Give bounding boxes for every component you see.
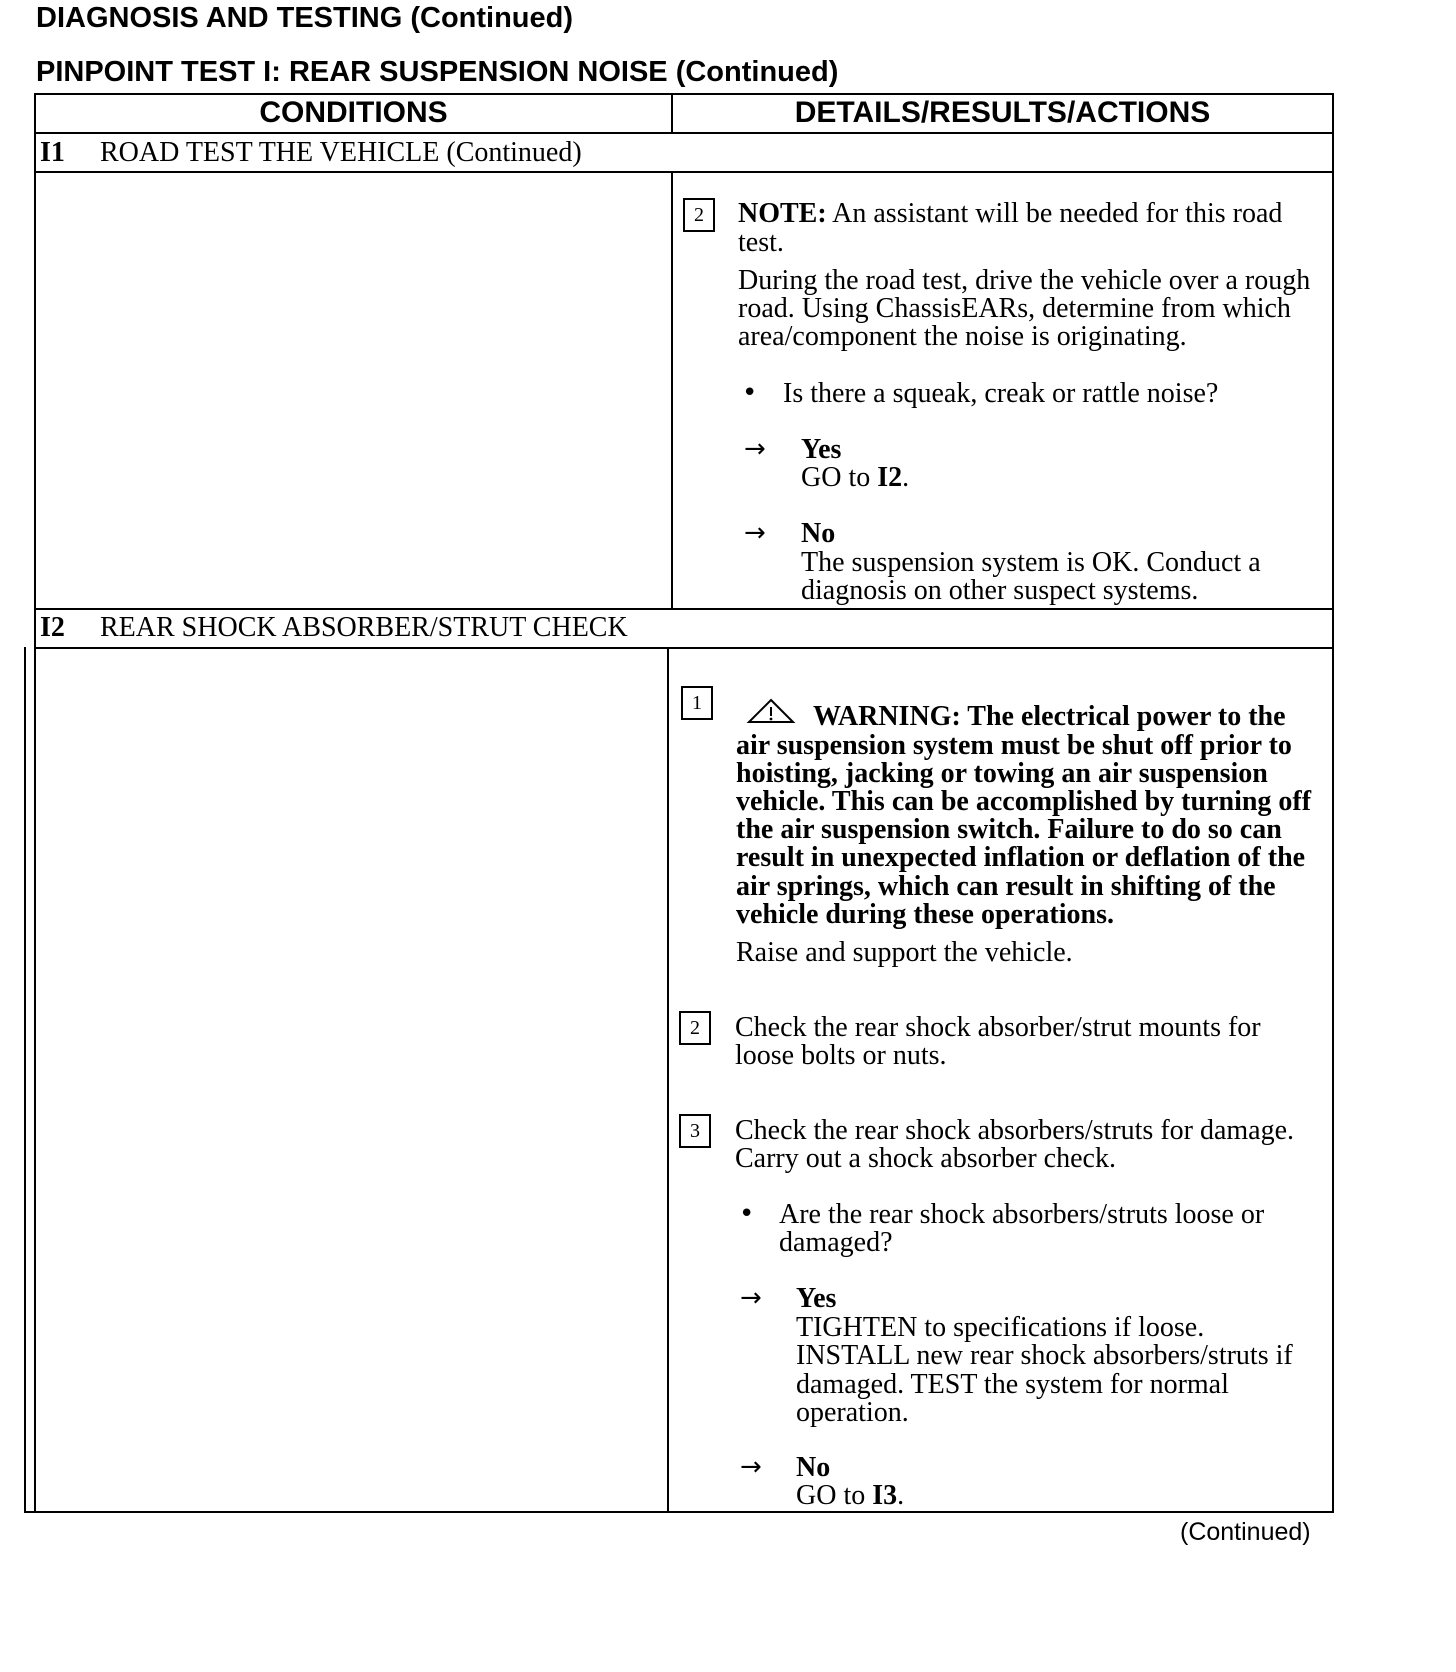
question-text: Is there a squeak, creak or rattle noise? — [783, 378, 1219, 409]
no-label: No — [801, 518, 836, 549]
warning-line: WARNING: The electrical power to the — [813, 701, 1286, 732]
step-text-line: loose bolts or nuts. — [735, 1040, 947, 1071]
warning-line: air suspension system must be shut off prior to — [736, 730, 1292, 761]
step-number-box: 1 — [681, 686, 713, 720]
yes-action-line: TIGHTEN to specifications if loose. — [796, 1312, 1205, 1343]
column-header-conditions: CONDITIONS — [259, 96, 448, 129]
warning-line: air springs, which can result in shifting of the — [736, 871, 1276, 902]
step-number-box: 2 — [679, 1011, 711, 1045]
arrow-right-icon: → — [744, 434, 766, 464]
arrow-right-icon: → — [740, 1283, 762, 1313]
bullet-icon: • — [739, 1199, 755, 1229]
page-title: DIAGNOSIS AND TESTING (Continued) — [36, 2, 574, 34]
yes-action-end: . — [902, 462, 910, 493]
arrow-right-icon: → — [740, 1452, 762, 1482]
warning-line: vehicle during these operations. — [736, 899, 1114, 930]
step-paragraph-line: During the road test, drive the vehicle over a rough — [738, 265, 1311, 296]
yes-action-ref: I2 — [877, 462, 903, 493]
section-id: I1 — [40, 137, 65, 168]
step-number-box: 2 — [683, 198, 715, 232]
warning-triangle-icon — [746, 698, 796, 724]
warning-line: hoisting, jacking or towing an air suspension — [736, 758, 1268, 789]
step-number-box: 3 — [679, 1114, 711, 1148]
no-action-ref: I3 — [872, 1480, 898, 1511]
column-header-details: DETAILS/RESULTS/ACTIONS — [794, 96, 1211, 129]
yes-label: Yes — [801, 434, 842, 465]
step-text-line: Check the rear shock absorbers/struts for damage. — [735, 1115, 1295, 1146]
section-header-i1 — [40, 137, 582, 169]
warning-line: the air suspension switch. Failure to do so can — [736, 814, 1282, 845]
note-line — [738, 198, 1282, 229]
step-paragraph-line: road. Using ChassisEARs, determine from which — [738, 293, 1291, 324]
section-header-i2 — [40, 612, 628, 644]
step-text-line: Check the rear shock absorber/strut mounts for — [735, 1012, 1261, 1043]
note-text-cont: test. — [738, 227, 784, 258]
step-text-line: Carry out a shock absorber check. — [735, 1143, 1116, 1174]
note-text: An assistant will be needed for this road — [832, 198, 1283, 229]
yes-action-text: GO to — [801, 462, 878, 493]
warning-line: vehicle. This can be accomplished by turning off — [736, 786, 1312, 817]
continued-label: (Continued) — [1180, 1518, 1311, 1546]
page-subtitle: PINPOINT TEST I: REAR SUSPENSION NOISE (Continued) — [36, 56, 839, 88]
section-title: REAR SHOCK ABSORBER/STRUT CHECK — [100, 612, 628, 643]
yes-label: Yes — [796, 1283, 837, 1314]
section-id: I2 — [40, 612, 65, 643]
note-label: NOTE: — [738, 198, 827, 229]
step-paragraph-line: area/component the noise is originating. — [738, 321, 1187, 352]
yes-action-line: damaged. TEST the system for normal — [796, 1369, 1229, 1400]
step-text: Raise and support the vehicle. — [736, 937, 1073, 968]
arrow-right-icon: → — [744, 518, 766, 548]
no-action-text: GO to — [796, 1480, 873, 1511]
warning-line: result in unexpected inflation or deflation of the — [736, 842, 1306, 873]
section-title: ROAD TEST THE VEHICLE (Continued) — [100, 137, 582, 168]
no-action-line: diagnosis on other suspect systems. — [801, 575, 1199, 606]
question-text: damaged? — [779, 1227, 893, 1258]
no-action — [796, 1480, 904, 1511]
no-action-line: The suspension system is OK. Conduct a — [801, 547, 1261, 578]
yes-action-line: operation. — [796, 1397, 909, 1428]
question-text: Are the rear shock absorbers/struts loose or — [779, 1199, 1265, 1230]
no-action-end: . — [897, 1480, 905, 1511]
yes-action-line: INSTALL new rear shock absorbers/struts if — [796, 1340, 1293, 1371]
bullet-icon: • — [742, 378, 758, 408]
yes-action — [801, 462, 909, 493]
no-label: No — [796, 1452, 831, 1483]
